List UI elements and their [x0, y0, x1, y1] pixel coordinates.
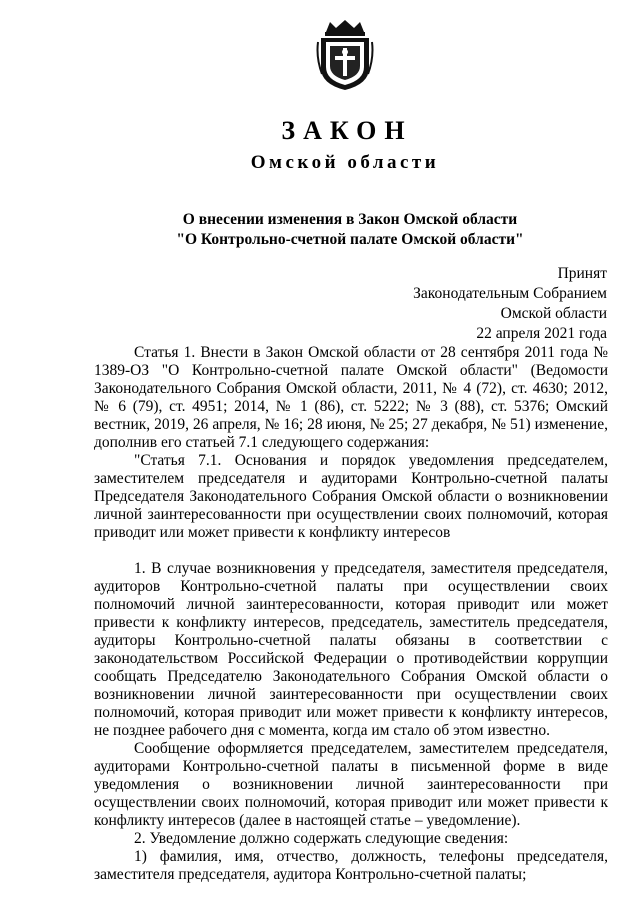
paragraph: Статья 1. Внести в Закон Омской области от 28 сентября 2011 года № 1389-ОЗ "О Контрольно-счетной палате Омской области" (Ведомости Законодательного Собрания Омской области, 2011, № 4 (72), ст. 4630; 2012, № 6 (79), ст. 4951; 2014, № 1 (86), ст. 5222; № 3 (88), ст. 5376; Омский вестник, 2019, 26 апреля, № 16; 28 июня, № 25; 27 декабря, № 51) изменение, дополнив его статьей 7.1 следующего содержания: — [94, 344, 608, 451]
adoption-block — [413, 264, 607, 344]
paragraph: 2. Уведомление должно содержать следующие сведения: — [134, 830, 509, 847]
region-name: Омской области — [250, 152, 440, 173]
article-heading: "Статья 7.1. Основания и порядок уведомления председателем, заместителем председателя и аудиторами Контрольно-счетной палаты Председателя Законодательного Собрания Омской области о возникновении личной заинтересованности при осуществлении своих полномочий, которая приводит или может привести к конфликту интересов — [94, 452, 608, 541]
adoption-date: 22 апреля 2021 года — [476, 325, 607, 342]
law-title-line: "О Контрольно-счетной палате Омской области" — [176, 231, 524, 248]
document-type: ЗАКОН — [281, 116, 413, 145]
omsk-coat-of-arms-icon — [316, 18, 374, 92]
adoption-line: Законодательным Собранием — [413, 285, 607, 302]
adoption-line: Принят — [557, 265, 607, 282]
law-title — [170, 210, 530, 250]
law-body — [94, 344, 608, 884]
paragraph: 1. В случае возникновения у председателя, заместителя председателя, аудиторов Контрольно-счетной палаты при осуществлении своих полномочий личной заинтересованности, которая приводит или может привести к конфликту интересов, председатель, заместитель председателя, аудиторы Контрольно-счетной палаты обязаны в соответствии с законодательством Российской Федерации о противодействии коррупции сообщать Председателю Законодательного Собрания Омской области о возникновении личной заинтересованности при осуществлении своих полномочий, которая приводит или может привести к конфликту интересов, не позднее рабочего дня с момента, когда им стало об этом известно. — [94, 560, 608, 739]
paragraph: Сообщение оформляется председателем, заместителем председателя, аудиторами Контрольно-счетной палаты в письменной форме в виде уведомления о возникновении личной заинтересованности при осуществлении своих полномочий, которая приводит или может привести к конфликту интересов (далее в настоящей статье – уведомление). — [94, 740, 608, 829]
paragraph: 1) фамилия, имя, отчество, должность, телефоны председателя, заместителя председателя, аудитора Контрольно-счетной палаты; — [94, 848, 608, 883]
law-title-line: О внесении изменения в Закон Омской области — [182, 211, 518, 228]
adoption-line: Омской области — [500, 305, 607, 322]
